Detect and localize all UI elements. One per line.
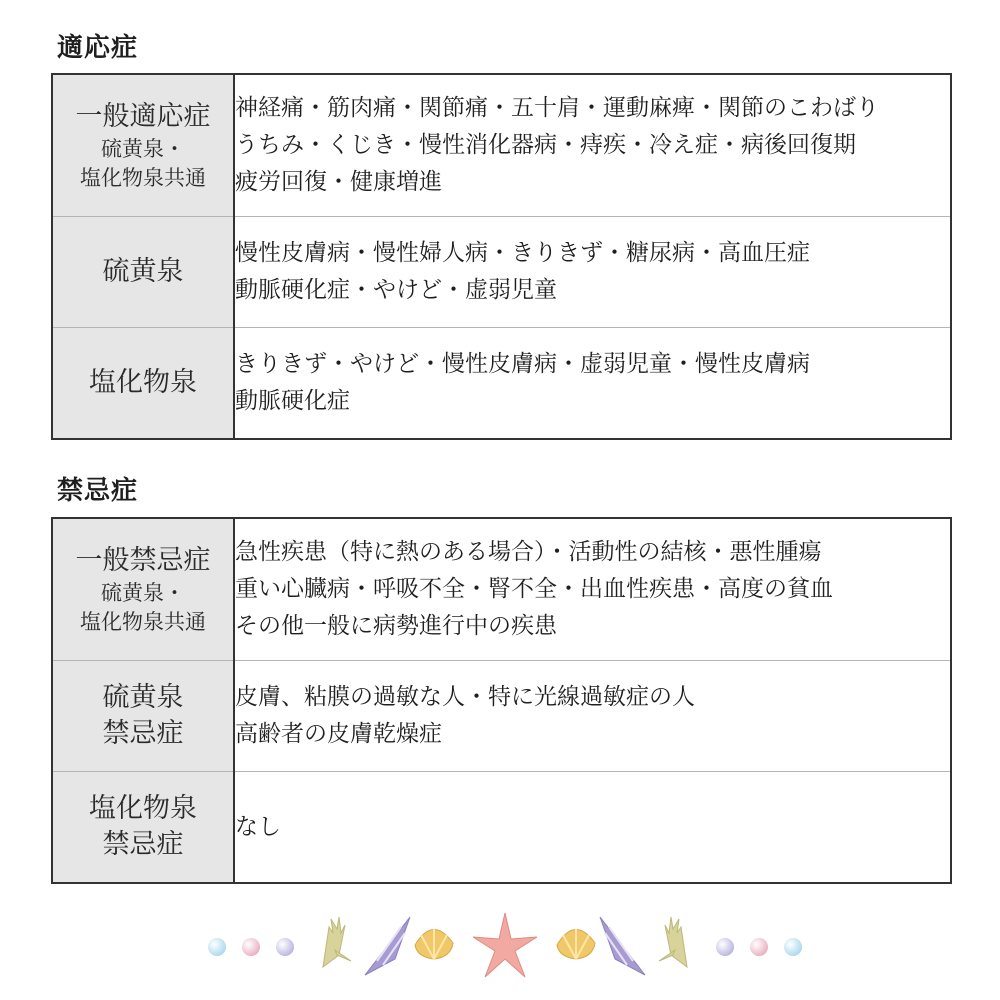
content-line: 重い心臓病・呼吸不全・腎不全・出血性疾患・高度の貧血 [235, 576, 833, 602]
row-label [52, 217, 234, 328]
table-row [52, 518, 951, 661]
content-line: 神経痛・筋肉痛・関節痛・五十肩・運動麻痺・関節のこわばり [235, 95, 879, 121]
row-content [234, 328, 951, 440]
content-line: その他一般に病勢進行中の疾患 [235, 613, 557, 639]
content-line: 高齢者の皮膚乾燥症 [235, 721, 442, 747]
content-line: 疲労回復・健康増進 [235, 169, 442, 195]
pearl-icon [716, 938, 734, 956]
row-label [52, 772, 234, 884]
label-main: 一般適応症 [75, 100, 211, 132]
row-label [52, 661, 234, 772]
seashell-icon [600, 917, 645, 975]
row-label [52, 518, 234, 661]
label-main: 塩化物泉 [89, 793, 197, 824]
label-sub: 塩化物泉共通 [80, 165, 206, 190]
label-main: 禁忌症 [102, 718, 184, 749]
label-main: 禁忌症 [102, 829, 184, 860]
pearl-icon [784, 938, 802, 956]
row-content [234, 772, 951, 884]
content-line: 皮膚、粘膜の過敏な人・特に光線過敏症の人 [235, 684, 695, 710]
label-sub: 硫黄泉・ [101, 136, 185, 161]
seaweed-icon [659, 917, 687, 967]
label-main: 硫黄泉 [102, 256, 184, 287]
label-main: 塩化物泉 [89, 367, 197, 398]
indications-title: 適応症 [57, 33, 139, 63]
scallop-icon [415, 929, 453, 959]
row-content [234, 661, 951, 772]
table-row [52, 328, 951, 440]
label-sub: 硫黄泉・ [101, 580, 185, 605]
label-main: 一般禁忌症 [75, 544, 211, 576]
contraindications-table [51, 517, 952, 884]
content-line: 動脈硬化症 [235, 388, 350, 414]
content-line: きりきず・やけど・慢性皮膚病・虚弱児童・慢性皮膚病 [235, 351, 810, 377]
label-sub: 塩化物泉共通 [80, 609, 206, 634]
indications-table [51, 73, 952, 440]
pearl-icon [276, 938, 294, 956]
table-row [52, 661, 951, 772]
table-row [52, 217, 951, 328]
content-line: うちみ・くじき・慢性消化器病・痔疾・冷え症・病後回復期 [235, 132, 856, 158]
pearl-icon [208, 938, 226, 956]
label-main: 硫黄泉 [102, 682, 184, 713]
row-content [234, 518, 951, 661]
seashell-icon [365, 917, 410, 975]
starfish-icon [473, 913, 537, 977]
content-line: なし [235, 813, 281, 840]
row-content [234, 217, 951, 328]
contraindications-title: 禁忌症 [57, 476, 139, 506]
table-row [52, 772, 951, 884]
content-line: 動脈硬化症・やけど・虚弱児童 [235, 277, 557, 303]
row-content [234, 74, 951, 217]
pearl-icon [242, 938, 260, 956]
row-label [52, 74, 234, 217]
row-label [52, 328, 234, 440]
seashell-decoration [205, 905, 805, 985]
table-row [52, 74, 951, 217]
seaweed-icon [323, 917, 351, 967]
content-line: 慢性皮膚病・慢性婦人病・きりきず・糖尿病・高血圧症 [235, 240, 810, 266]
pearl-icon [750, 938, 768, 956]
scallop-icon [557, 929, 595, 959]
content-line: 急性疾患（特に熱のある場合）・活動性の結核・悪性腫瘍 [235, 539, 822, 565]
